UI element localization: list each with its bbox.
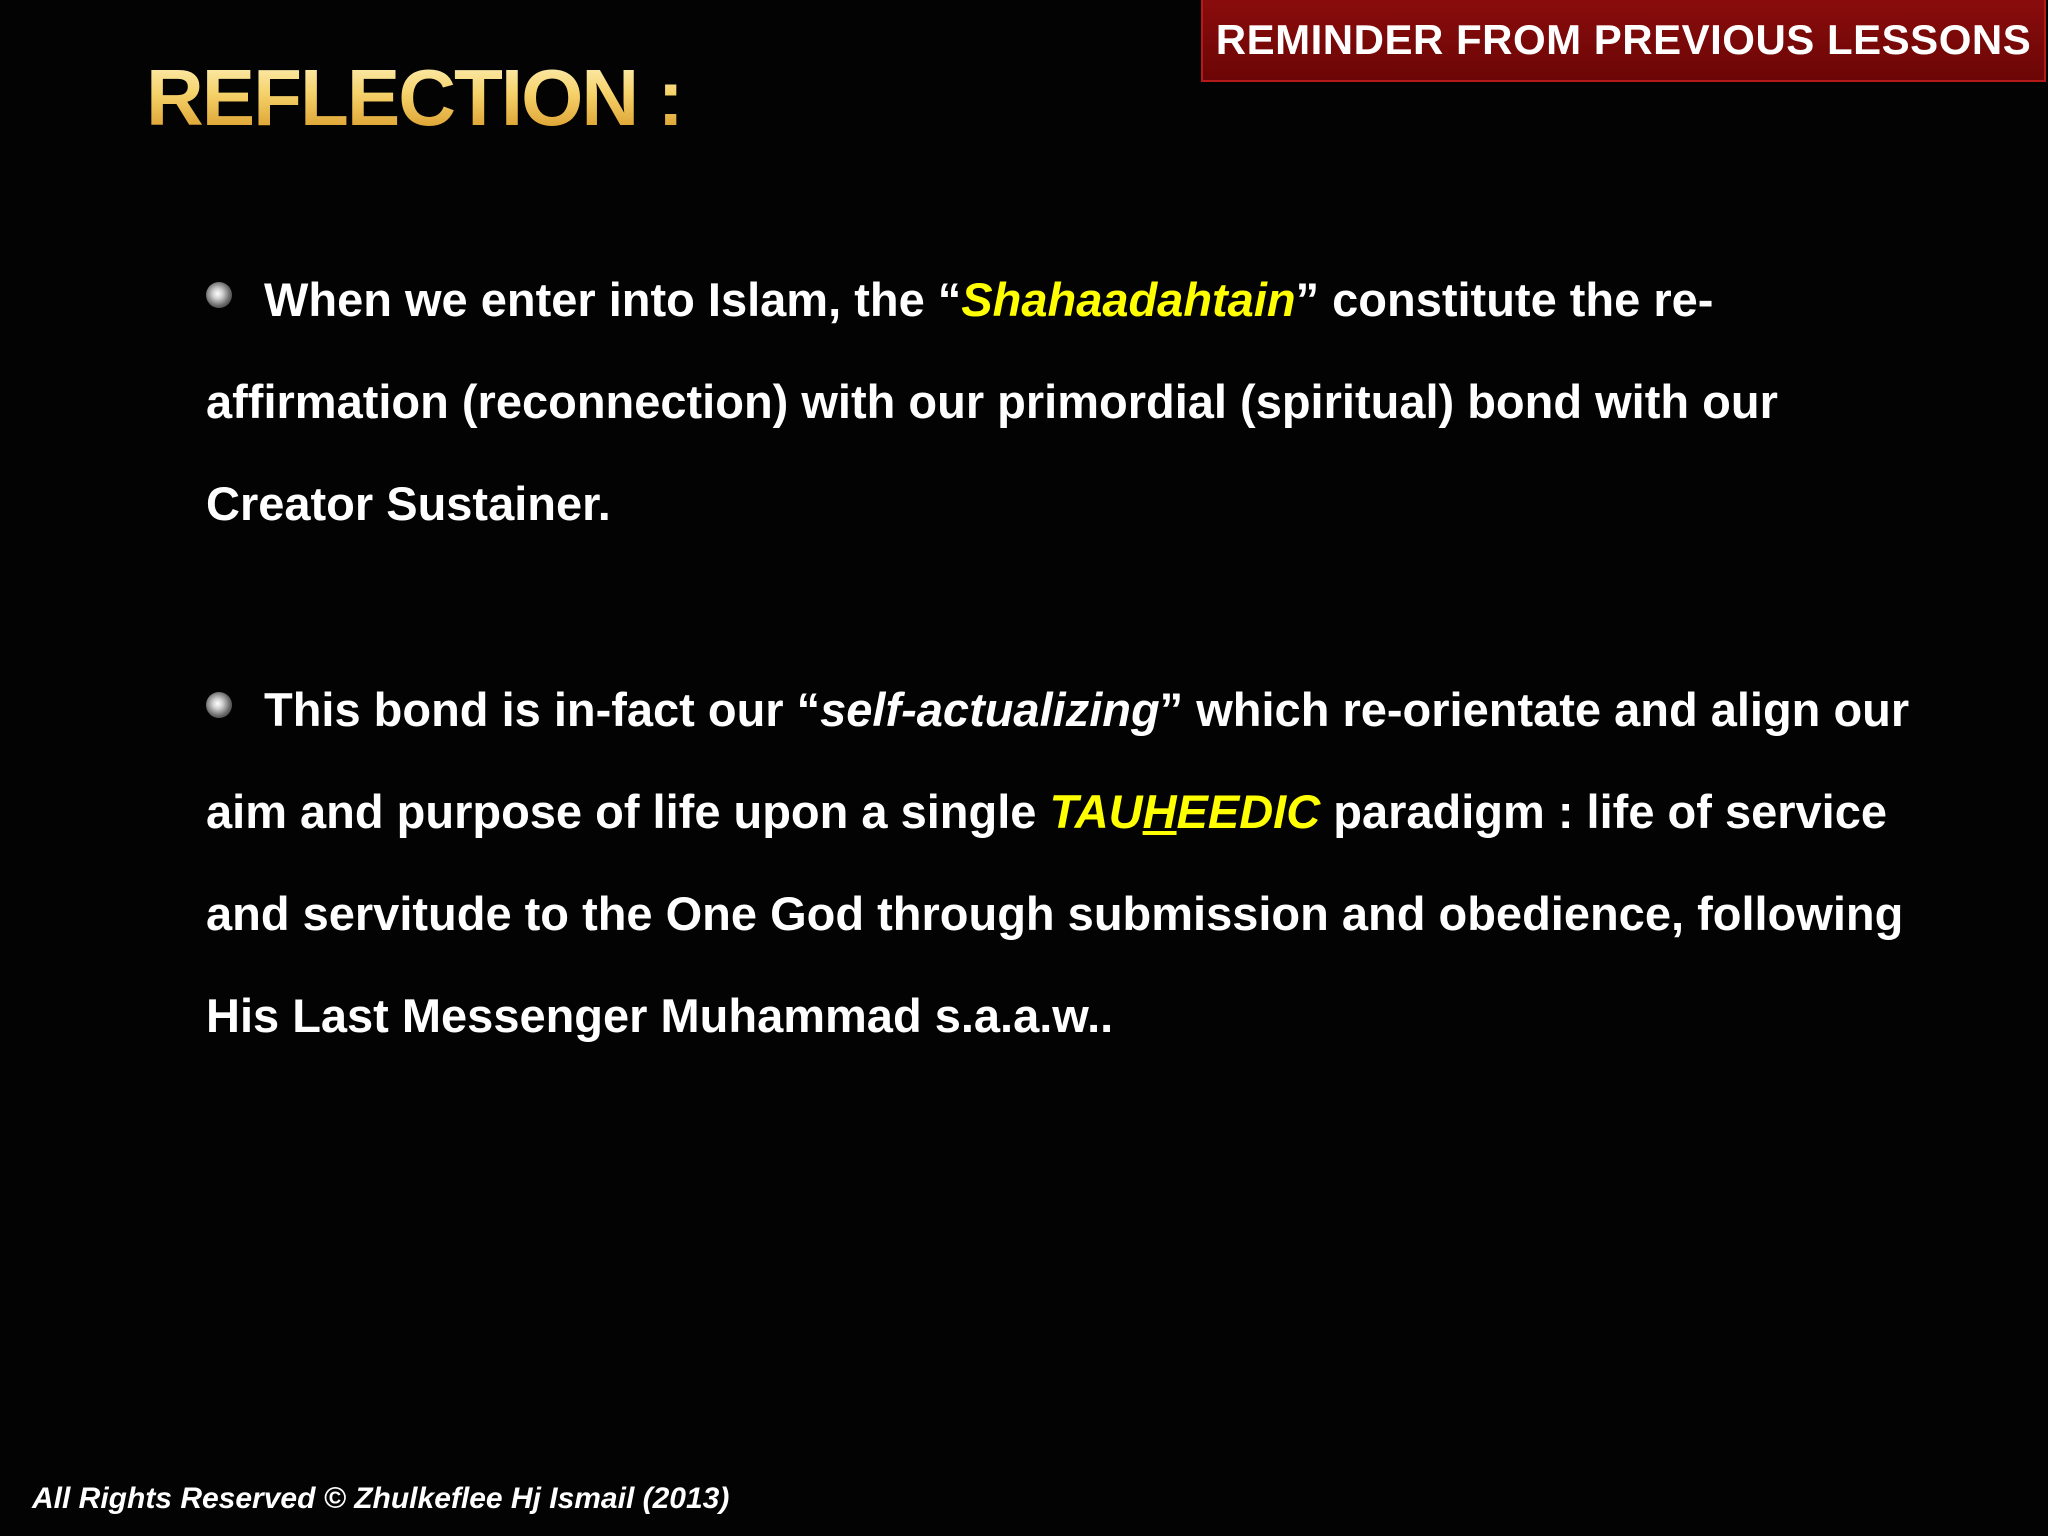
bullet-icon [206,282,232,308]
reminder-banner-label: REMINDER FROM PREVIOUS LESSONS [1215,16,2032,63]
point-1-text-end: ” constitute the re-affirmation (reconnection) with our primordial (spiritual) bond with our Creator Sustainer. [206,273,1778,530]
slide-title: REFLECTION : [146,53,682,142]
point-2-text-middle: ” which re-orientate and align our aim and purpose of life upon a single [206,683,1910,838]
bullet-point-1 [206,249,1926,555]
point-2-highlight-c: EEDIC [1176,785,1321,838]
point-2-text-start: This bond is in-fact our “ [264,683,821,736]
point-1-highlight: Shahaadahtain [961,273,1296,326]
bullet-icon [206,692,232,718]
point-2-text-end: paradigm : life of service and servitude to the One God through submission and obedience, following His Last Messenger Muhammad s.a.a.w.. [206,785,1904,1042]
bullet-point-2 [206,659,1926,1067]
point-2-highlight-a: TAU [1049,785,1143,838]
reminder-banner [1201,0,2046,82]
point-2-highlight-b: H [1142,785,1177,838]
copyright-footer: All Rights Reserved © Zhulkeflee Hj Ismail (2013) [32,1482,730,1515]
point-2-italic: self-actualizing [820,683,1160,736]
point-1-text-start: When we enter into Islam, the “ [264,273,962,326]
